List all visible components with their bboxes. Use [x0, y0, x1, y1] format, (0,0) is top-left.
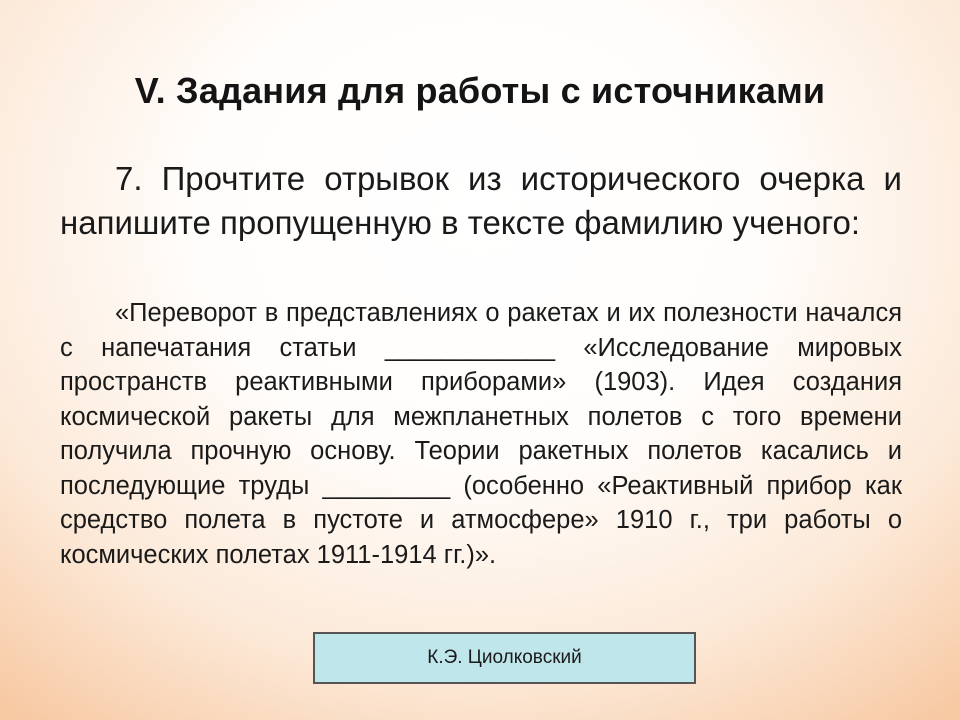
answer-text: К.Э. Циолковский — [427, 647, 582, 668]
slide-title: V. Задания для работы с источниками — [134, 70, 826, 111]
quote-text: «Переворот в представлениях о ракетах и их полезности начался с напечатания статьи ____________ «Исследование мировых пространств реактивными приборами» (1903). Идея создания космической ракеты для межпланетных полетов с того времени получила прочную основу. Теории ракетных полетов касались и последующие труды _________ (особенно «Реактивный прибор как средство полета в пустоте и атмосфере» 1910 г., три работы о космических полетах 1911-1914 гг.)». — [60, 299, 902, 569]
answer-box[interactable] — [313, 632, 696, 684]
task-text: 7. Прочтите отрывок из исторического очерка и напишите пропущенную в тексте фамилию ученого: — [60, 160, 902, 241]
